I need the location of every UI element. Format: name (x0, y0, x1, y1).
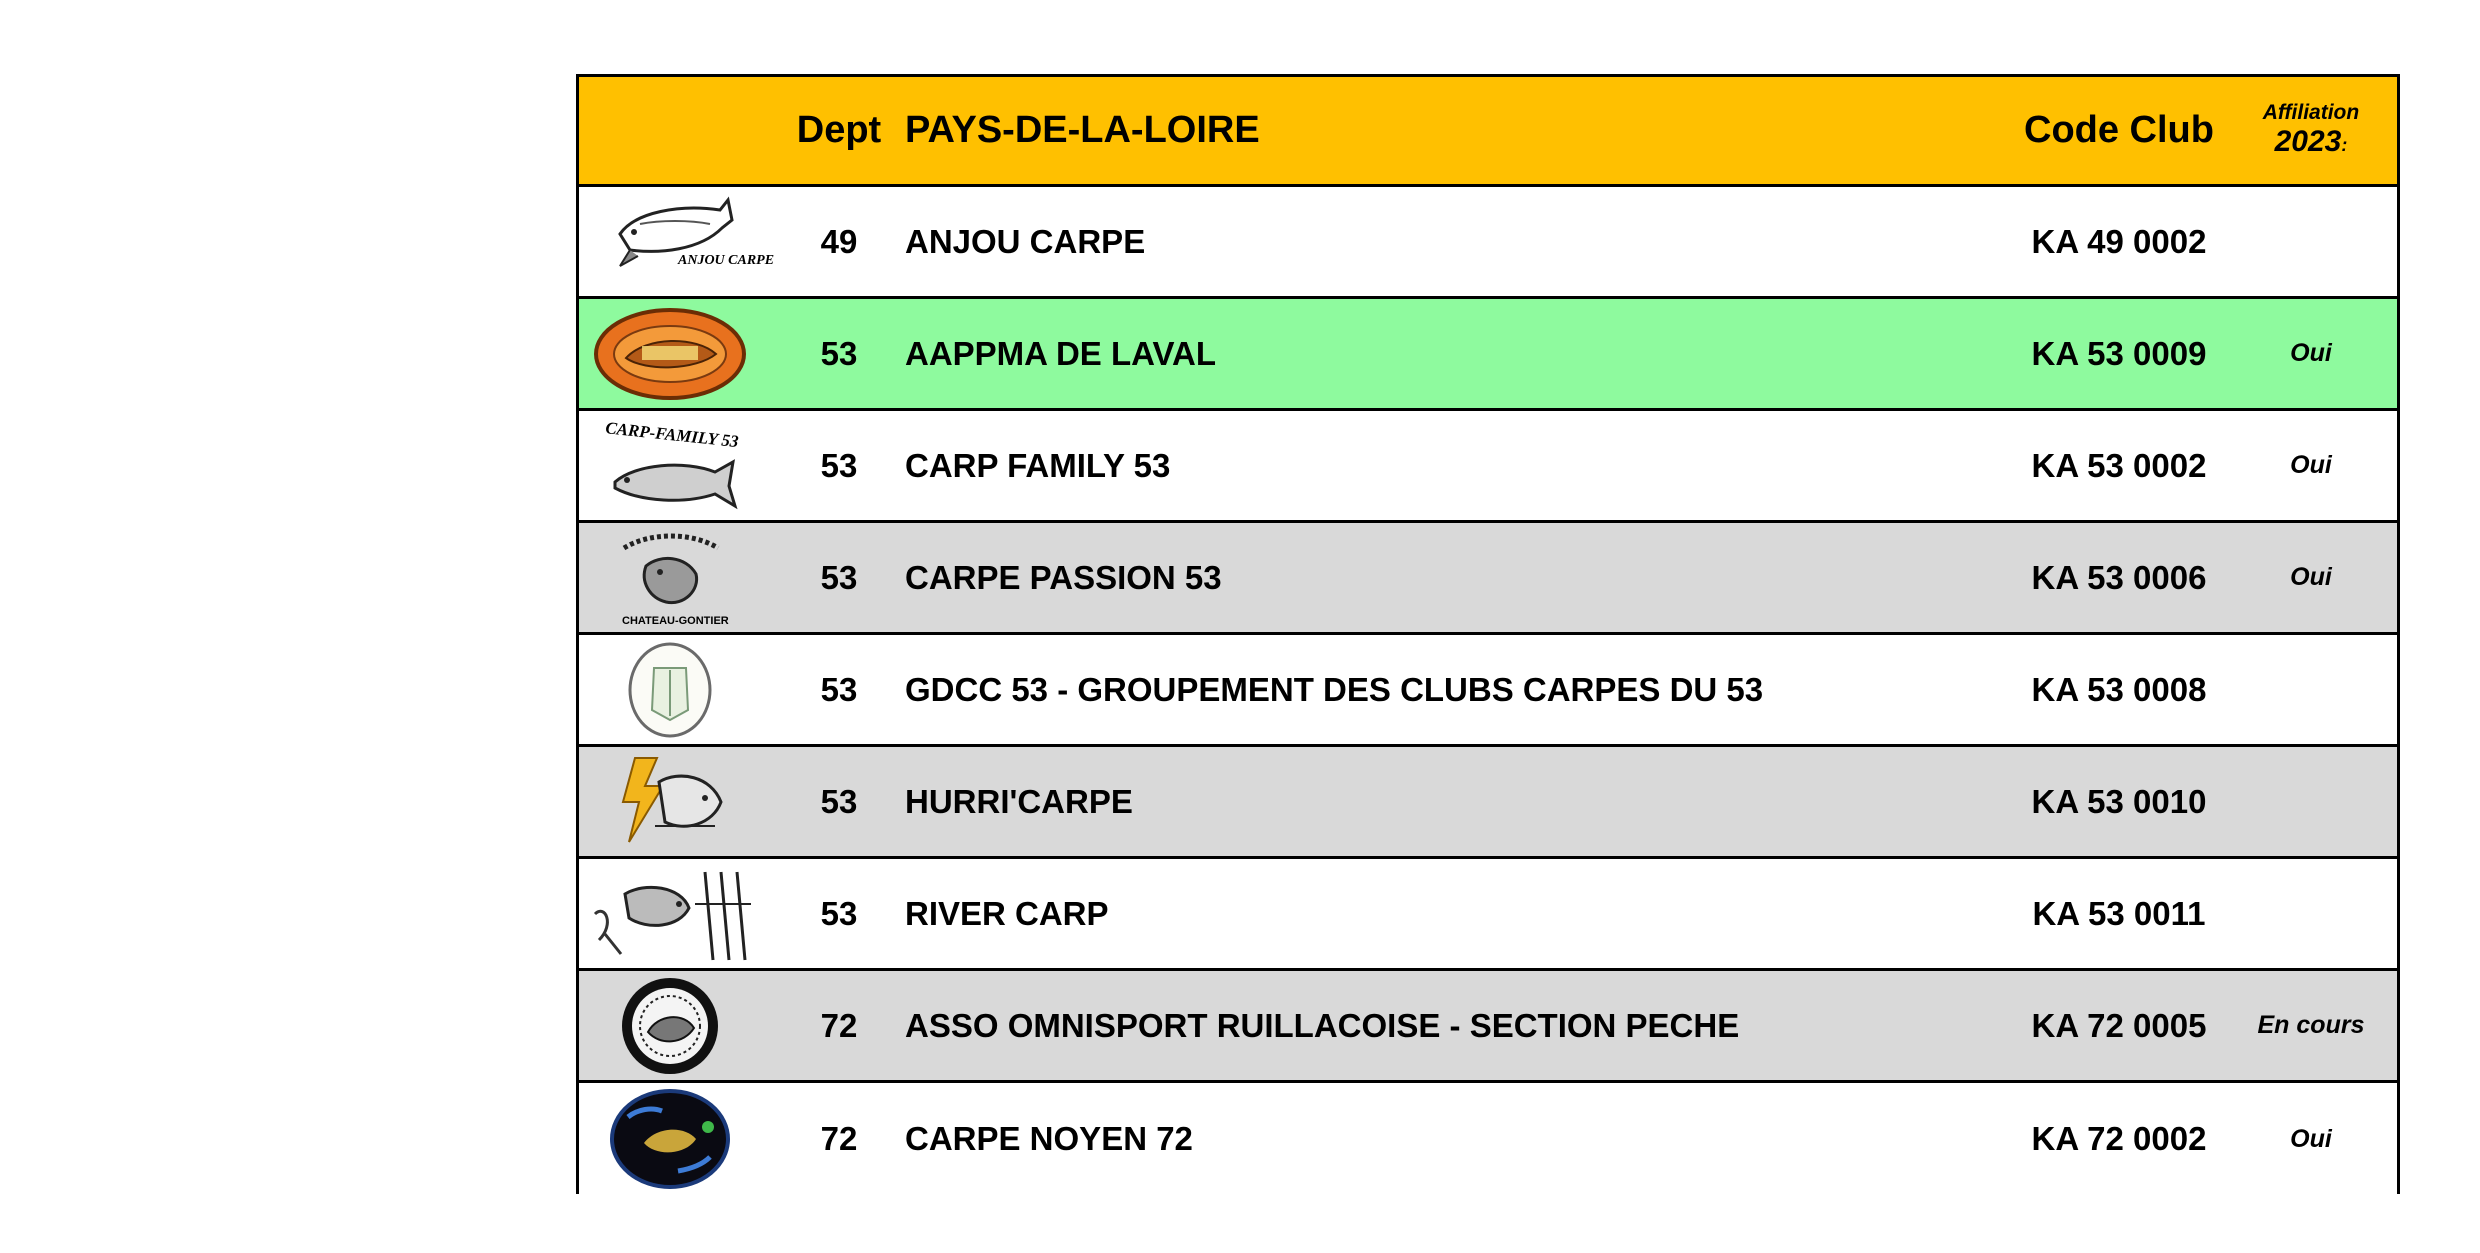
club-logo (579, 299, 761, 408)
club-code: KA 49 0002 (2031, 222, 2207, 260)
club-dept: 49 (820, 222, 858, 260)
table-row (579, 523, 2397, 635)
club-name: CARPE NOYEN 72 (905, 1120, 1193, 1157)
table-row (579, 971, 2397, 1083)
club-code: KA 53 0008 (2031, 670, 2207, 708)
club-affiliation: Oui (2290, 339, 2332, 367)
lightning-carp-logo (605, 752, 735, 852)
club-code: KA 53 0010 (2031, 782, 2207, 820)
club-dept: 53 (820, 446, 858, 484)
club-name: AAPPMA DE LAVAL (905, 334, 1217, 372)
club-name: CARPE PASSION 53 (905, 558, 1222, 596)
affiliation-label: Affiliation (2262, 101, 2360, 125)
region-title: PAYS-DE-LA-LOIRE (905, 109, 1260, 151)
club-logo (579, 635, 761, 744)
carpe-passion-logo (600, 526, 740, 630)
club-logo (579, 187, 775, 296)
club-affiliation: Oui (2290, 1124, 2332, 1153)
club-dept: 72 (820, 1120, 858, 1157)
club-logo (579, 971, 761, 1080)
club-logo (579, 523, 761, 632)
table-row (579, 747, 2397, 859)
club-affiliation (2219, 747, 2403, 856)
club-code: KA 53 0002 (2031, 446, 2207, 484)
club-name: GDCC 53 - GROUPEMENT DES CLUBS CARPES DU 53 (905, 670, 1764, 708)
clubs-table (576, 74, 2400, 1194)
club-code: KA 72 0005 (2031, 1006, 2207, 1044)
round-badge-logo (618, 974, 722, 1078)
club-dept: 72 (820, 1006, 858, 1044)
table-row (579, 187, 2397, 299)
club-logo (579, 747, 761, 856)
club-affiliation: Oui (2290, 563, 2332, 591)
club-dept: 53 (820, 894, 858, 932)
gdcc-emblem-logo (620, 640, 720, 740)
table-row (579, 859, 2397, 971)
table-row (579, 1083, 2397, 1195)
dark-oval-logo (608, 1087, 732, 1191)
club-code: KA 53 0011 (2032, 894, 2206, 932)
carp-sketch-logo (600, 194, 775, 290)
club-name: ASSO OMNISPORT RUILLACOISE - SECTION PECHE (905, 1006, 1740, 1044)
club-code: KA 53 0009 (2031, 334, 2207, 372)
code-club-column-header: Code Club (2024, 109, 2214, 151)
club-dept: 53 (820, 334, 858, 372)
dept-column-header: Dept (796, 109, 882, 151)
club-dept: 53 (820, 670, 858, 708)
club-name: HURRI'CARPE (905, 782, 1133, 820)
club-affiliation: En cours (2257, 1011, 2365, 1039)
club-name: CARP FAMILY 53 (905, 446, 1171, 484)
club-affiliation (2219, 635, 2403, 744)
club-affiliation: Oui (2290, 451, 2332, 479)
affiliation-suffix: : (2341, 135, 2348, 156)
carp-family-logo (595, 416, 745, 516)
club-code: KA 53 0006 (2031, 558, 2207, 596)
club-name: ANJOU CARPE (905, 222, 1146, 260)
club-affiliation (2219, 859, 2403, 968)
table-header (579, 77, 2397, 187)
club-affiliation (2219, 187, 2403, 296)
affiliation-column-header (2219, 77, 2403, 184)
club-logo (579, 859, 761, 968)
orange-oval-logo (592, 306, 748, 402)
logo-text: CHATEAU-GONTIER (622, 614, 729, 627)
table-row (579, 299, 2397, 411)
logo-text: ANJOU CARPE (678, 252, 775, 268)
club-dept: 53 (820, 558, 858, 596)
club-dept: 53 (820, 782, 858, 820)
fishing-rods-logo (585, 864, 755, 964)
club-logo (579, 1083, 761, 1195)
table-row (579, 411, 2397, 523)
logo-text: CARP-FAMILY 53 (604, 417, 740, 451)
club-logo (579, 411, 761, 520)
club-code: KA 72 0002 (2031, 1120, 2207, 1157)
club-name: RIVER CARP (905, 894, 1109, 932)
table-row (579, 635, 2397, 747)
affiliation-year: 2023 (2274, 125, 2342, 159)
